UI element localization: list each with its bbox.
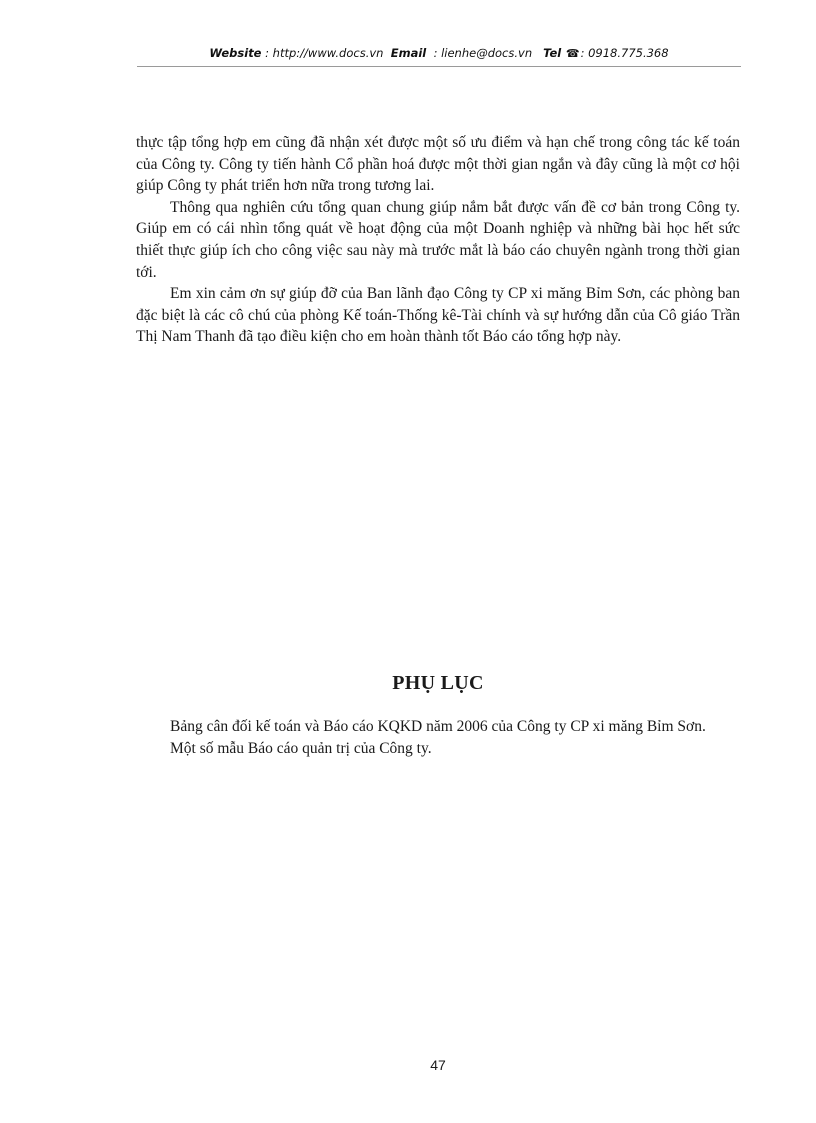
page-header — [137, 46, 741, 67]
paragraph: thực tập tổng hợp em cũng đã nhận xét được một số ưu điểm và hạn chế trong công tác kế toán của Công ty. Công ty tiến hành Cổ phần hoá được một thời gian ngắn và đây cũng là một cơ hội giúp Công ty phát triển hơn nữa trong tương lai. — [136, 134, 740, 195]
appendix-title: PHỤ LỤC — [392, 672, 484, 694]
appendix-item: Một số mẫu Báo cáo quản trị của Công ty. — [170, 739, 432, 757]
email-value: : lienhe@docs.vn — [433, 46, 533, 60]
website-value: : http://www.docs.vn — [265, 46, 384, 60]
page-number: 47 — [430, 1057, 446, 1073]
paragraph: Em xin cảm ơn sự giúp đỡ của Ban lãnh đạo Công ty CP xi măng Bỉm Sơn, các phòng ban đặc biệt là các cô chú của phòng Kế toán-Thống kê-Tài chính và sự hướng dẫn của Cô giáo Trần Thị Nam Thanh đã tạo điều kiện cho em hoàn thành tốt Báo cáo tổng hợp này. — [136, 285, 740, 346]
paragraph: Thông qua nghiên cứu tổng quan chung giúp nắm bắt được vấn đề cơ bản trong Công ty. Giúp em có cái nhìn tổng quát về hoạt động của một Doanh nghiệp và những bài học hết sức thiết thực giúp ích cho công việc sau này mà trước mắt là báo cáo chuyên ngành trong thời gian tới. — [136, 198, 740, 281]
body-text — [136, 132, 740, 348]
website-label: Website — [209, 46, 262, 60]
phone-icon: ☎ — [565, 47, 580, 60]
tel-value: : 0918.775.368 — [580, 46, 669, 60]
appendix-list — [136, 716, 726, 759]
appendix-item: Bảng cân đối kế toán và Báo cáo KQKD năm 2006 của Công ty CP xi măng Bỉm Sơn. — [170, 718, 706, 735]
email-label: Email — [390, 46, 427, 60]
tel-label: Tel — [543, 46, 562, 60]
